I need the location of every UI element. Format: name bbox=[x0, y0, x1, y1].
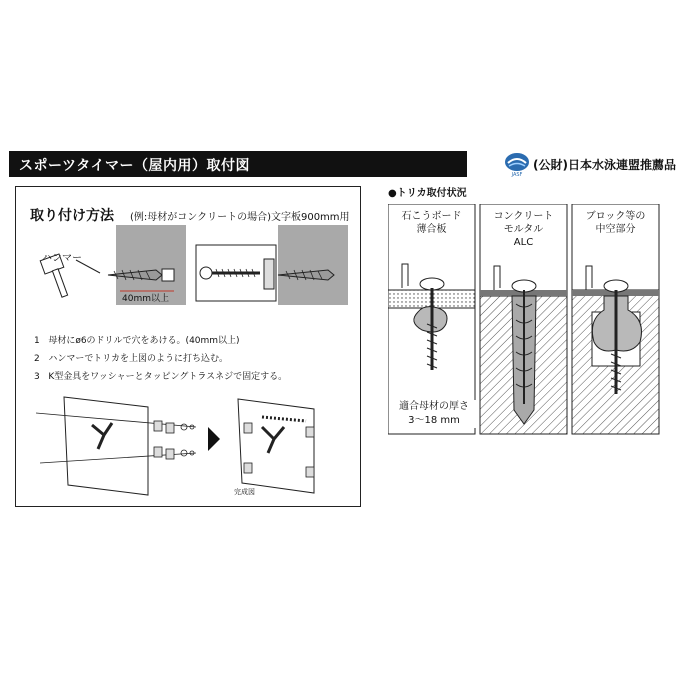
complete-label: 完成図 bbox=[234, 488, 255, 496]
header bbox=[9, 151, 676, 177]
arrow-right-icon bbox=[208, 427, 220, 451]
installation-procedure-panel bbox=[15, 186, 361, 507]
step-text: K型金具をワッシャーとタッピングトラスネジで固定する。 bbox=[48, 372, 288, 382]
anchor-status-section bbox=[388, 180, 678, 440]
procedure-title: 取り付け方法 bbox=[30, 208, 114, 224]
timer-panel-exploded bbox=[64, 397, 148, 495]
drill-hole bbox=[162, 269, 174, 281]
step-number: 2 bbox=[34, 354, 40, 364]
material-label-line: 薄合板 bbox=[416, 224, 447, 235]
jasf-logo-icon bbox=[503, 151, 531, 177]
step-text: 母材にø6のドリルで穴をあける。(40mm以上) bbox=[48, 336, 240, 346]
material-label-line: コンクリート bbox=[493, 211, 554, 222]
depth-label: 40mm以上 bbox=[122, 294, 169, 304]
anchor-insertion-diagram bbox=[16, 225, 360, 305]
step-number: 3 bbox=[34, 372, 40, 382]
step-item bbox=[34, 351, 287, 369]
steps-list bbox=[34, 333, 287, 387]
assembly-diagram bbox=[16, 387, 360, 505]
label-block bbox=[572, 210, 659, 236]
k-bracket bbox=[264, 259, 274, 289]
association-text: (公財)日本水泳連盟推薦品 bbox=[533, 158, 676, 172]
material-label-line: ALC bbox=[513, 237, 534, 248]
material-label-line: 石こうボード bbox=[401, 211, 462, 222]
material-label-line: 中空部分 bbox=[595, 224, 636, 235]
timer-panel-complete bbox=[238, 399, 314, 493]
step-text: ハンマーでトリカを上図のように打ち込む。 bbox=[48, 354, 229, 364]
material-label-line: モルタル bbox=[503, 224, 544, 235]
step-item bbox=[34, 333, 287, 351]
label-concrete bbox=[480, 210, 567, 249]
wall-block-2 bbox=[278, 225, 348, 305]
thickness-note bbox=[392, 400, 476, 428]
thickness-label: 適合母材の厚さ bbox=[399, 401, 469, 412]
thickness-value: 3～18 mm bbox=[408, 415, 460, 426]
header-bar bbox=[9, 151, 467, 177]
page-title: スポーツタイマー（屋内用）取付図 bbox=[19, 158, 251, 174]
step-item bbox=[34, 369, 287, 387]
material-label-line: ブロック等の bbox=[585, 211, 646, 222]
status-title: ●トリカ取付状況 bbox=[388, 188, 467, 199]
association-badge bbox=[503, 151, 676, 177]
label-gypsum bbox=[388, 210, 475, 236]
hammer-label: ハンマー bbox=[42, 253, 82, 264]
jasf-logo-text: JASF bbox=[511, 172, 523, 177]
step-number: 1 bbox=[34, 336, 40, 346]
procedure-subtitle: (例:母材がコンクリートの場合)文字板900mm用 bbox=[130, 212, 350, 223]
